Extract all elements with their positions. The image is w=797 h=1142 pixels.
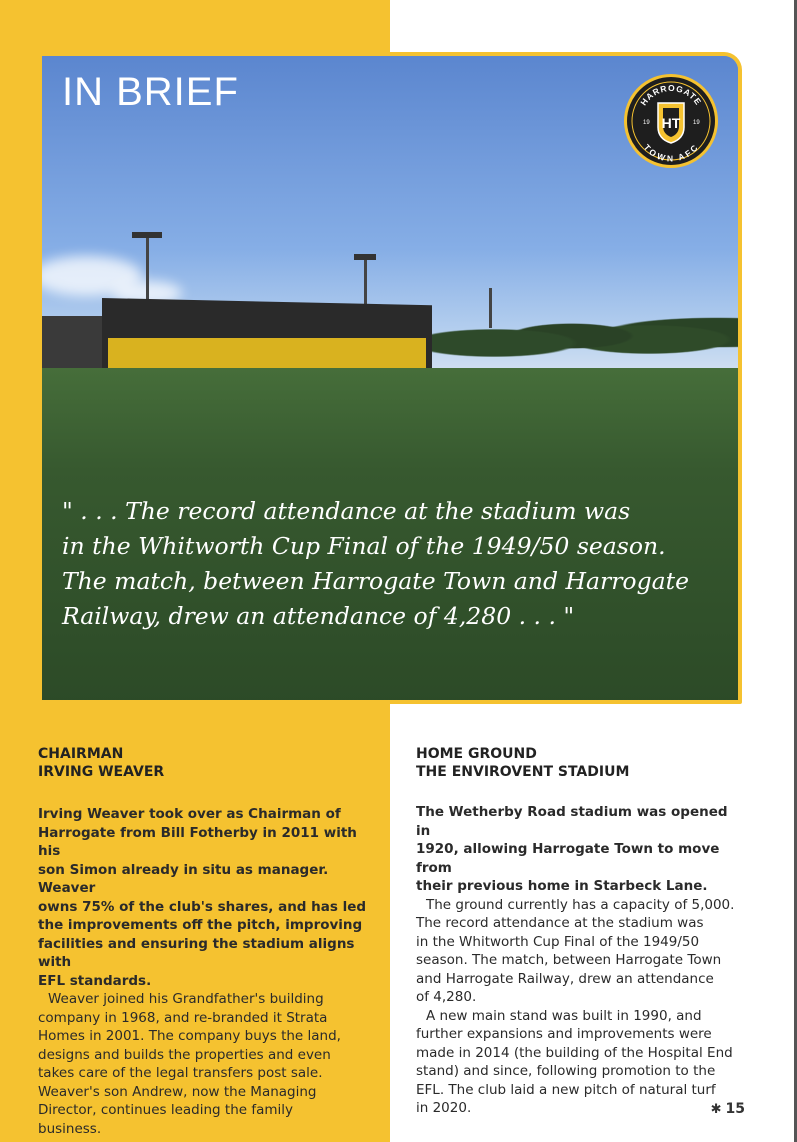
text-line: owns 75% of the club's shares, and has led bbox=[38, 898, 367, 915]
page-number bbox=[711, 1101, 745, 1117]
text-line: Weaver joined his Grandfather's building bbox=[48, 991, 324, 1007]
page-number-text: 15 bbox=[725, 1101, 745, 1117]
trees bbox=[432, 301, 742, 371]
club-badge-icon bbox=[624, 74, 718, 168]
text-line: made in 2014 (the building of the Hospital End bbox=[416, 1044, 733, 1061]
text-line: and Harrogate Railway, drew an attendance bbox=[416, 970, 714, 987]
quote-line: in the Whitworth Cup Final of the 1949/50 season. bbox=[62, 532, 666, 560]
text-line: takes care of the legal transfers post sale. bbox=[38, 1065, 323, 1081]
text-line: season. The match, between Harrogate Town bbox=[416, 952, 722, 968]
floodlight-head bbox=[132, 232, 162, 238]
side-stand bbox=[42, 316, 102, 371]
body-paragraph bbox=[416, 1007, 746, 1118]
body-paragraph bbox=[38, 990, 368, 1138]
text-line: in 2020. bbox=[416, 1100, 472, 1116]
text-line: further expansions and improvements were bbox=[416, 1026, 712, 1042]
floodlight-head bbox=[354, 254, 376, 260]
badge-subtitle: TOWN AFC bbox=[641, 142, 701, 164]
text-line: EFL. The club laid a new pitch of natural turf bbox=[416, 1081, 716, 1098]
text-line: Weaver's son Andrew, now the Managing bbox=[38, 1083, 317, 1100]
text-line: Homes in 2001. The company buys the land, bbox=[38, 1028, 341, 1044]
pull-quote bbox=[62, 494, 722, 634]
logo-mark-icon: ✱ bbox=[710, 1102, 722, 1117]
lead-paragraph bbox=[416, 803, 746, 896]
section-subheading: THE ENVIROVENT STADIUM bbox=[416, 764, 630, 780]
text-line: son Simon already in situ as manager. Weaver bbox=[38, 861, 329, 896]
text-line: their previous home in Starbeck Lane. bbox=[416, 878, 708, 894]
text-line: Harrogate from Bill Fotherby in 2011 with his bbox=[38, 824, 357, 859]
home-ground-section bbox=[416, 745, 746, 1118]
quote-line: Railway, drew an attendance of 4,280 . . . " bbox=[62, 602, 575, 630]
badge-year-right: 19 bbox=[693, 120, 700, 126]
text-line: EFL standards. bbox=[38, 972, 152, 989]
text-line: the improvements off the pitch, improving bbox=[38, 917, 363, 933]
stadium-photo-frame bbox=[38, 52, 742, 704]
text-line: The ground currently has a capacity of 5,000. bbox=[426, 896, 735, 913]
section-heading: CHAIRMAN bbox=[38, 746, 124, 762]
text-line: stand) and since, following promotion to the bbox=[416, 1063, 716, 1079]
lead-paragraph bbox=[38, 805, 368, 990]
section-heading: HOME GROUND bbox=[416, 746, 537, 762]
text-line: The Wetherby Road stadium was opened in bbox=[416, 804, 728, 839]
chairman-section bbox=[38, 745, 368, 1138]
text-line: The record attendance at the stadium was bbox=[416, 915, 704, 931]
badge-year-left: 19 bbox=[643, 120, 650, 126]
stand-seats bbox=[108, 338, 426, 368]
text-line: facilities and ensuring the stadium aligns with bbox=[38, 935, 355, 970]
text-line: business. bbox=[38, 1120, 102, 1137]
text-line: in the Whitworth Cup Final of the 1949/50 bbox=[416, 933, 700, 950]
quote-line: The match, between Harrogate Town and Harrogate bbox=[62, 567, 689, 595]
text-line: designs and builds the properties and even bbox=[38, 1046, 331, 1063]
page-title: IN BRIEF bbox=[62, 70, 239, 114]
text-line: Director, continues leading the family bbox=[38, 1102, 294, 1118]
text-line: company in 1968, and re-branded it Strata bbox=[38, 1009, 328, 1026]
text-line: of 4,280. bbox=[416, 989, 477, 1005]
body-paragraph bbox=[416, 896, 746, 1007]
text-line: 1920, allowing Harrogate Town to move from bbox=[416, 841, 720, 876]
badge-name: HARROGATE bbox=[638, 82, 704, 108]
section-subheading: IRVING WEAVER bbox=[38, 764, 165, 780]
quote-line: " . . . The record attendance at the stadium was bbox=[62, 497, 631, 525]
text-line: Irving Weaver took over as Chairman of bbox=[38, 806, 341, 822]
text-line: A new main stand was built in 1990, and bbox=[426, 1007, 702, 1024]
badge-crest-letters: HT bbox=[661, 115, 681, 131]
